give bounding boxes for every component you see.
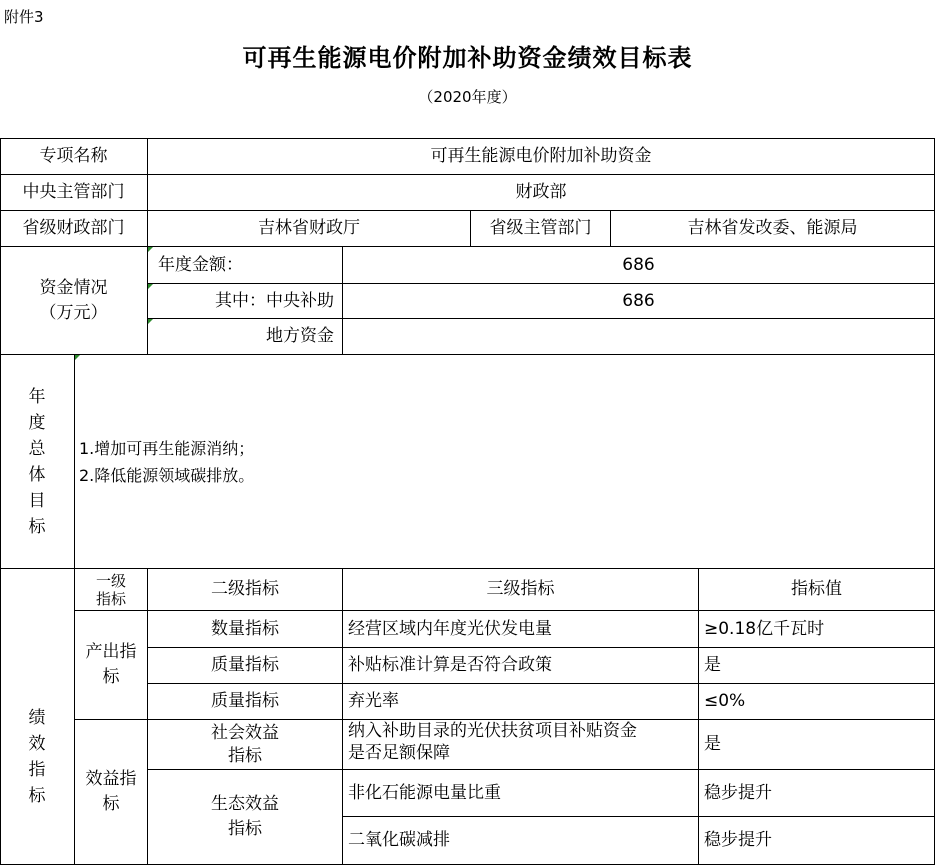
- indicator-level2: [148, 720, 342, 769]
- perf-label-char: 绩: [28, 707, 46, 728]
- indicator-level3: 非化石能源电量比重: [348, 782, 501, 803]
- header-level1: [75, 569, 147, 610]
- goal-item: 2.降低能源领域碳排放。: [79, 465, 255, 485]
- perf-label-char: 标: [28, 785, 46, 806]
- prov-finance-value: 吉林省财政厅: [258, 218, 360, 239]
- prov-dept-label: 省级主管部门: [489, 218, 592, 239]
- goal-item: 1.增加可再生能源消纳；: [79, 438, 255, 458]
- indicator-level3: [343, 720, 698, 769]
- central-dept-value: 财政部: [515, 182, 567, 203]
- document-subtitle: （2020年度）: [418, 88, 517, 106]
- funds-label: [0, 247, 147, 354]
- indicator-level2-line1: 社会效益: [211, 723, 279, 744]
- central-subsidy-label: 其中：中央补助: [215, 290, 334, 311]
- benefit-indicators-label: [75, 720, 147, 864]
- annual-goals-content: [75, 355, 934, 568]
- indicator-level3: 补贴标准计算是否符合政策: [348, 655, 552, 676]
- indicator-level2: 质量指标: [211, 655, 279, 676]
- attachment-label: 附件3: [4, 8, 44, 26]
- goal-label-char: 年: [28, 386, 46, 407]
- document-title: 可再生能源电价附加补助资金绩效目标表: [242, 44, 693, 72]
- prov-finance-label: 省级财政部门: [22, 218, 125, 239]
- indicator-level2: 数量指标: [211, 618, 279, 639]
- indicator-value: 是: [704, 655, 721, 676]
- perf-label-char: 指: [28, 759, 46, 780]
- perf-label-char: 效: [28, 733, 46, 754]
- annual-amount-value: 686: [622, 254, 655, 275]
- indicator-value: 是: [704, 734, 721, 755]
- benefit-label-line2: 标: [102, 794, 120, 814]
- indicator-value: ≤0%: [704, 691, 746, 712]
- header-value: 指标值: [791, 579, 842, 600]
- funds-label-line1: 资金情况: [39, 277, 108, 298]
- indicator-value: 稳步提升: [704, 830, 772, 851]
- indicator-level2: 质量指标: [211, 691, 279, 712]
- goal-label-char: 总: [28, 438, 46, 459]
- goal-label-char: 度: [28, 412, 46, 433]
- benefit-label-line1: 效益指: [85, 769, 137, 790]
- indicator-level2-line2: 指标: [228, 819, 262, 839]
- indicator-level2-line1: 生态效益: [211, 793, 279, 814]
- local-funds-label: 地方资金: [266, 326, 334, 347]
- project-name-value: 可再生能源电价附加补助资金: [430, 146, 652, 167]
- prov-dept-value: 吉林省发改委、能源局: [687, 218, 858, 239]
- central-subsidy-value: 686: [622, 290, 655, 311]
- header-level1-line2: 指标: [95, 589, 126, 608]
- header-level3: 三级指标: [486, 579, 555, 600]
- output-label-line1: 产出指: [85, 642, 137, 663]
- output-label-line2: 标: [102, 667, 120, 687]
- output-indicators-label: [75, 611, 147, 719]
- indicator-level2-line2: 指标: [228, 745, 262, 766]
- funds-label-line2: （万元）: [39, 302, 108, 323]
- indicator-level3-line2: 是否足额保障: [348, 743, 450, 764]
- annual-goals-label: [0, 355, 74, 568]
- goal-label-char: 目: [28, 490, 46, 511]
- annual-amount-label: 年度金额：: [158, 254, 243, 275]
- header-level1-line1: 一级: [95, 571, 126, 590]
- indicator-level3: 二氧化碳减排: [348, 830, 450, 851]
- goal-label-char: 体: [28, 464, 46, 485]
- local-funds-value: [343, 319, 934, 354]
- indicator-value: ≥0.18亿千瓦时: [704, 618, 825, 639]
- indicator-level3: 经营区域内年度光伏发电量: [348, 618, 552, 639]
- header-level2: 二级指标: [211, 579, 279, 600]
- performance-indicators-label: [0, 569, 74, 864]
- central-dept-label: 中央主管部门: [22, 182, 125, 203]
- indicator-value: 稳步提升: [704, 782, 772, 803]
- project-name-label: 专项名称: [39, 146, 108, 167]
- indicator-level3-line1: 纳入补助目录的光伏扶贫项目补贴资金: [348, 721, 637, 741]
- indicator-level3: 弃光率: [348, 691, 399, 712]
- indicator-level2: [148, 770, 342, 864]
- goal-label-char: 标: [28, 516, 46, 537]
